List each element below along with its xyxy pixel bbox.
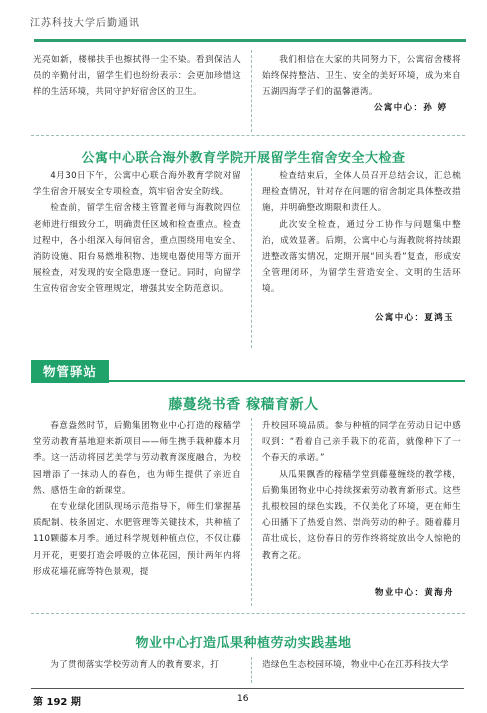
page-number: 16 [237,694,249,704]
article1-paragraph: 此次安全检查，通过分工协作与问题集中整治，成效显著。后期，公寓中心与海教院将持续跟进整改落实情况，定期开展“回头看”复查，形成安全管理闭环，为留学生营造安全、文明的生活环境。 [262,219,461,295]
section-tab: 物管驿站 [31,360,109,383]
article1-paragraph: 4月30日下午，公寓中心联合海外教育学院对留学生宿舍开展安全专项检查，筑牢宿舍安全防线。 [33,171,241,198]
section-divider [31,135,465,136]
top-right-column: 我们相信在大家的共同努力下，公寓宿舍楼将始终保持整洁、卫生、安全的美好环境，成为来自五湖四海学子们的温馨港湾。 [262,55,461,98]
header-divider [34,39,466,42]
issue-number: 第 192 期 [33,697,81,708]
article2-paragraph: 在专业绿化团队现场示范指导下，师生们掌握基质配制、枝条固定、水肥管理等关键技术，共种植了110颗藤本月季。通过科学规划种植点位，不仅让藤月开花，更要打造会呼吸的立体花园，预计两年内将形成花墙花廊等特色景观，提 [33,502,241,577]
publication-title: 江苏科技大学后勤通讯 [30,18,140,29]
article2-paragraph: 升校园环境品质。参与种植的同学在劳动日记中感叹到：“看着自己亲手栽下的花苗，就像种下了一个春天的承诺。” [262,421,461,464]
article1-left-column [33,168,241,298]
footer-divider [31,688,464,689]
column-divider [251,657,252,683]
section-divider [31,613,465,614]
article2-title: 藤蔓绕书香 稼穑育新人 [168,397,319,413]
top-byline: 公寓中心：孙 婷 [374,102,448,112]
article3-left-column: 为了贯彻落实学校劳动育人的教育要求，打 [50,660,220,670]
article2-left-column [33,418,241,580]
article1-paragraph: 检查结束后，全体人员召开总结会议，汇总梳理检查情况，针对存在问题的宿舍制定具体整改措施，并明确整改期限和责任人。 [262,171,461,214]
article1-title: 公寓中心联合海外教育学院开展留学生宿舍安全大检查 [81,151,406,166]
section-underline [109,380,465,382]
article3-title: 物业中心打造瓜果种植劳动实践基地 [135,636,352,651]
article2-byline: 物业中心：黄海舟 [375,587,454,597]
article1-right-column [262,168,461,298]
page-header [20,6,467,44]
article3-right-column: 造绿色生态校园环境，物业中心在江苏科技大学 [262,660,449,670]
article1-byline: 公寓中心：夏鸿玉 [375,312,454,322]
column-divider [251,418,252,606]
article2-right-column [262,418,461,564]
article2-paragraph: 春意盎然时节，后勤集团物业中心打造的稼穑学堂劳动教育基地迎来新项目——师生携手栽种藤本月季。这一活动将园艺美学与劳动教育深度融合，为校园增添了一抹动人的春色，也为师生提供了亲近自然、感悟生命的新课堂。 [33,421,241,496]
top-left-column: 光亮如新，楼梯扶手也擦拭得一尘不染。看到保洁人员的辛勤付出，留学生们也纷纷表示：会更加珍惜这样的生活环境，共同守护好宿舍区的卫生。 [33,55,241,98]
column-divider [251,168,252,348]
article2-paragraph: 从瓜果飘香的稼穑学堂到藤蔓缠绕的教学楼，后勤集团物业中心持续探索劳动教育新形式。这些扎根校园的绿色实践，不仅美化了环境，更在师生心田播下了热爱自然、崇尚劳动的种子。随着藤月苗壮成长，这份春日的劳作终将绽放出令人惊艳的教育之花。 [262,469,461,561]
column-divider [251,50,252,132]
article1-paragraph: 检查前，留学生宿舍楼主管置老师与海教院四位老师进行细致分工，明确责任区域和检查重点。检查过程中，各小组深入每间宿舍，重点围绕用电安全、消防设施、阳台易燃堆积物、违规电器使用等方面开展检查，对发现的安全隐患逐一登记。同时，向留学生宣传宿舍安全管理规定，增强其安全防范意识。 [33,203,241,295]
